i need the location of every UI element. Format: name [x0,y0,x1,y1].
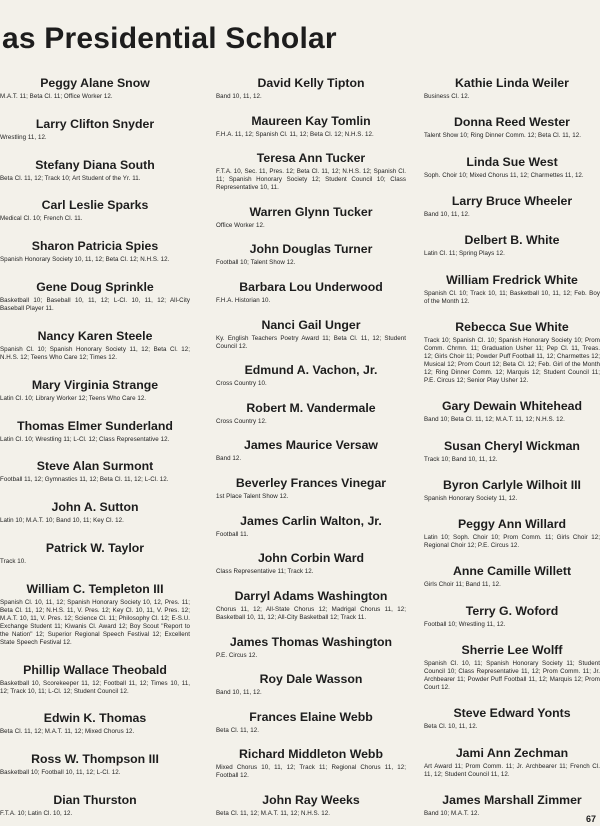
page-number: 67 [585,814,596,824]
senior-entry [216,551,406,576]
senior-entry [424,439,600,464]
senior-entry [424,643,600,692]
senior-activities: Latin Cl. 10; Wrestling 11; L-Cl. 12; Class Representative 12. [0,435,170,443]
senior-entry [216,401,406,426]
senior-name: Richard Middleton Webb [239,747,383,762]
senior-name: Delbert B. White [464,233,560,248]
senior-name: Maureen Kay Tomlin [251,113,371,128]
senior-entry [0,198,190,223]
senior-entry [424,564,600,589]
senior-entry [0,117,190,142]
senior-activities: Basketball 10; Baseball 10, 11, 12; L-Cl. 10, 11, 12; All-City Baseball Player 11. [0,297,190,313]
senior-entry [0,500,190,525]
senior-name: Donna Reed Wester [454,115,570,130]
column-1 [0,76,190,818]
senior-name: Larry Clifton Snyder [35,116,155,131]
senior-entry [216,589,406,622]
senior-entry [0,329,190,362]
senior-name: Anne Camille Willett [452,564,572,579]
senior-entry [424,194,600,219]
senior-activities: Spanish Cl. 10, 11, 12; Spanish Honorary Society 10, 12, Pres. 11; Beta Cl. 11, 12; N.H.S. 11, V. Pres. 12; Key Cl. 10, 11, V. Pres. 12; M.A.T. 10, 11, V. Pres. 12; Science Cl. 11; Philosophy Cl. 12; E-S.U. Exchange Student 11; Kiwanis Cl. Award 12; Boy Scout "Report to the Nation" 12; Superior Regional Speech Festival 12; Excellent State Speech Festival 12. [0,598,190,646]
senior-activities: Spanish Honorary Society 11, 12. [424,494,518,502]
senior-entry [0,663,190,696]
senior-entry [424,478,600,503]
senior-activities: Track 10; Band 10, 11, 12. [424,455,498,463]
senior-entry [0,419,190,444]
senior-activities: Band 10; M.A.T. 12. [424,810,480,817]
senior-name: Linda Sue West [466,154,558,169]
senior-activities: F.T.A. 10, Sec. 11, Pres. 12; Beta Cl. 11, 12; N.H.S. 12; Spanish Cl. 11; Spanish Honorary Society 12; Student Council 10; Class Representative 10, 11. [216,168,406,192]
senior-activities: Band 10, 11, 12. [216,93,262,100]
senior-name: Edmund A. Vachon, Jr. [244,363,378,378]
senior-entry [424,517,600,550]
senior-activities: Band 10, 11, 12. [216,689,262,697]
senior-activities: Band 10, 11, 12. [424,210,470,218]
senior-entry [216,514,406,539]
senior-activities: Mixed Chorus 10, 11, 12; Track 11; Regional Chorus 11, 12; Football 12. [216,764,406,780]
senior-entry [424,273,600,306]
senior-activities: Chorus 11, 12; All-State Chorus 12; Madrigal Chorus 11, 12; Basketball 10, 11, 12; All-City Basketball 12; Track 11. [216,605,406,621]
senior-entry [424,76,600,101]
senior-entry [0,793,190,818]
senior-name: Warren Glynn Tucker [249,204,373,219]
senior-activities: Spanish Cl. 10, 11; Spanish Honorary Society 11; Student Council 10; Class Representative 11, 12; Prom Comm. 11; Jr. Archbearer 11; Powder Puff Football 11, 12; Marquis 12; Prom Court 12. [424,660,600,692]
senior-name: Frances Elaine Webb [249,709,373,724]
senior-entry [424,233,600,258]
senior-entry [424,793,600,818]
column-3 [424,76,600,818]
senior-entry [216,793,406,818]
senior-name: John Corbin Ward [257,551,365,566]
senior-name: Darryl Adams Washington [234,588,388,603]
senior-activities: Football 11. [216,530,249,538]
senior-name: Kathie Linda Weiler [455,76,569,90]
senior-activities: Spanish Cl. 10; Spanish Honorary Society 11, 12; Beta Cl. 12; N.H.S. 12; Teens Who Care 12; Times 12. [0,345,190,361]
column-2 [216,76,406,818]
senior-name: John Douglas Turner [249,242,373,257]
senior-activities: F.H.A. 11, 12; Spanish Cl. 11, 12; Beta Cl. 12; N.H.S. 12. [216,130,374,138]
senior-name: Patrick W. Taylor [45,540,145,555]
senior-activities: M.A.T. 11; Beta Cl. 11; Office Worker 12. [0,93,113,100]
senior-activities: Spanish Cl. 10; Track 10, 11; Basketball 10, 11, 12; Feb. Boy of the Month 12. [424,289,600,305]
senior-activities: Football 10; Talent Show 12. [216,259,296,267]
senior-name: Phillip Wallace Theobald [23,662,167,677]
senior-entry [216,76,406,101]
senior-name: Gary Dewain Whitehead [441,399,583,414]
senior-activities: P.E. Circus 12. [216,651,258,659]
senior-activities: Football 11, 12; Gymnastics 11, 12; Beta Cl. 11, 12; L-Cl. 12. [0,476,169,484]
senior-activities: Latin Cl. 10; Library Worker 12; Teens Who Care 12. [0,394,147,402]
senior-activities: Office Worker 12. [216,221,265,229]
senior-activities: Ky. English Teachers Poetry Award 11; Beta Cl. 11, 12; Student Council 12. [216,334,406,350]
senior-name: Terry G. Woford [465,603,559,618]
senior-name: Mary Virginia Strange [31,377,159,392]
senior-name: James Maurice Versaw [244,438,378,453]
senior-name: Thomas Elmer Sunderland [17,418,173,433]
senior-name: Stefany Diana South [35,157,155,172]
senior-name: Larry Bruce Wheeler [451,193,573,208]
senior-entry [216,476,406,501]
senior-name: John A. Sutton [51,500,139,515]
senior-activities: Art Award 11; Prom Comm. 11; Jr. Archbearer 11; French Cl. 11, 12; Student Council 11, 12. [424,762,600,778]
senior-entry [0,582,190,647]
senior-name: Robert M. Vandermale [246,400,376,415]
senior-name: Nancy Karen Steele [37,328,153,343]
senior-activities: Spanish Honorary Society 10, 11, 12; Beta Cl. 12; N.H.S. 12. [0,256,170,264]
senior-name: Rebecca Sue White [455,319,569,334]
senior-activities: Band 10; Beta Cl. 11, 12; M.A.T. 11, 12; N.H.S. 12. [424,416,565,424]
senior-name: Edwin K. Thomas [43,711,147,726]
senior-entry [424,155,600,180]
senior-activities: Cross Country 10. [216,380,267,388]
senior-name: Gene Doug Sprinkle [36,280,154,295]
senior-entry [216,635,406,660]
senior-activities: Basketball 10; Football 10, 11, 12; L-Cl. 12. [0,769,121,777]
senior-activities: Track 10. [0,557,27,565]
senior-entry [216,672,406,697]
senior-entry [0,752,190,777]
senior-activities: Basketball 10, Scorekeeper 11, 12; Football 11, 12; Times 10, 11, 12; Track 10, 11; L-Cl. 12; Student Council 12. [0,679,190,695]
senior-name: Roy Dale Wasson [259,672,363,687]
senior-name: James Marshall Zimmer [442,793,582,807]
senior-entry [0,280,190,313]
senior-name: Peggy Ann Willard [457,517,567,532]
senior-entry [216,151,406,192]
senior-entry [424,746,600,779]
page-title: as Presidential Scholar [2,22,337,55]
senior-activities: Wrestling 11, 12. [0,133,47,141]
senior-name: Sherrie Lee Wolff [461,643,563,658]
senior-activities: 1st Place Talent Show 12. [216,493,289,501]
senior-entry [0,158,190,183]
senior-entry [216,438,406,463]
senior-entry [0,76,190,101]
senior-entry [216,710,406,735]
senior-name: John Ray Weeks [262,792,360,807]
senior-activities: Latin Cl. 11; Spring Plays 12. [424,250,505,258]
senior-entry [216,280,406,305]
senior-entry [216,318,406,351]
senior-entry [216,242,406,267]
senior-activities: Beta Cl. 11, 12; Track 10; Art Student of the Yr. 11. [0,174,141,182]
senior-activities: Talent Show 10; Ring Dinner Comm. 12; Beta Cl. 11, 12. [424,132,582,140]
senior-name: William C. Templeton III [26,581,164,596]
senior-activities: Beta Cl. 11, 12. [216,726,259,734]
senior-activities: F.H.A. Historian 10. [216,297,271,305]
senior-activities: Football 10; Wrestling 11, 12. [424,620,506,628]
senior-name: Steve Alan Surmont [36,459,154,474]
senior-activities: Medical Cl. 10; French Cl. 11. [0,215,83,223]
senior-activities: Beta Cl. 11, 12; M.A.T. 11, 12; N.H.S. 12. [216,809,330,817]
senior-entry [0,459,190,484]
senior-name: Nanci Gail Unger [261,317,361,332]
senior-entry [424,115,600,140]
senior-activities: Class Representative 11; Track 12. [216,568,314,576]
senior-name: Beverley Frances Vinegar [235,476,387,491]
senior-entry [0,239,190,264]
senior-entry [216,363,406,388]
senior-name: Teresa Ann Tucker [256,151,366,166]
senior-name: James Thomas Washington [229,634,393,649]
senior-activities: Band 12. [216,455,242,463]
senior-activities: Beta Cl. 10, 11, 12. [424,723,478,731]
senior-entry [0,378,190,403]
senior-name: James Carlin Walton, Jr. [240,513,382,528]
senior-activities: Business Cl. 12. [424,93,470,100]
senior-name: William Fredrick White [446,272,578,287]
senior-entry [216,114,406,139]
senior-entry [0,541,190,566]
senior-activities: F.T.A. 10; Latin Cl. 10, 12. [0,810,73,817]
senior-activities: Girls Choir 11; Band 11, 12. [424,581,501,589]
senior-activities: Latin 10; M.A.T. 10; Band 10, 11; Key Cl. 12. [0,517,124,525]
senior-name: David Kelly Tipton [257,76,365,90]
senior-name: Dian Thurston [53,793,137,807]
senior-name: Barbara Lou Underwood [239,280,383,295]
senior-entry [216,205,406,230]
senior-name: Byron Carlyle Wilhoit III [443,477,581,492]
senior-entry [424,604,600,629]
senior-entry [424,706,600,731]
senior-name: Steve Edward Yonts [453,706,571,721]
senior-entry [424,320,600,385]
senior-activities: Beta Cl. 11, 12; M.A.T. 11, 12; Mixed Chorus 12. [0,728,135,736]
senior-activities: Track 10; Spanish Cl. 10; Spanish Honorary Society 10; Prom Comm. Chrmn. 11; Graduation Usher 11; Pep Cl. 11, Treas. 12; Girls Choir 11; Powder Puff Football 11, 12; Charmettes 12; Musical 12; Prom Court 12; Beta Cl. 12; Feb. Girl of the Month 12; Ring Dinner Comm. 12; Marquis 12; Student Council 11; P.E. Circus 12; Senior Play Usher 12. [424,336,600,384]
senior-entry [0,711,190,736]
senior-name: Ross W. Thompson III [31,752,159,767]
senior-name: Peggy Alane Snow [40,76,150,90]
senior-activities: Soph. Choir 10; Mixed Chorus 11, 12; Charmettes 11, 12. [424,171,584,179]
senior-name: Carl Leslie Sparks [41,198,149,213]
senior-entry [216,747,406,780]
senior-activities: Latin 10; Soph. Choir 10; Prom Comm. 11; Girls Choir 12; Regional Choir 12; P.E. Circus 12. [424,534,600,550]
senior-activities: Cross Country 12. [216,417,267,425]
senior-entry [424,399,600,424]
senior-name: Jami Ann Zechman [455,745,569,760]
senior-name: Sharon Patricia Spies [31,239,159,254]
senior-name: Susan Cheryl Wickman [444,438,580,453]
